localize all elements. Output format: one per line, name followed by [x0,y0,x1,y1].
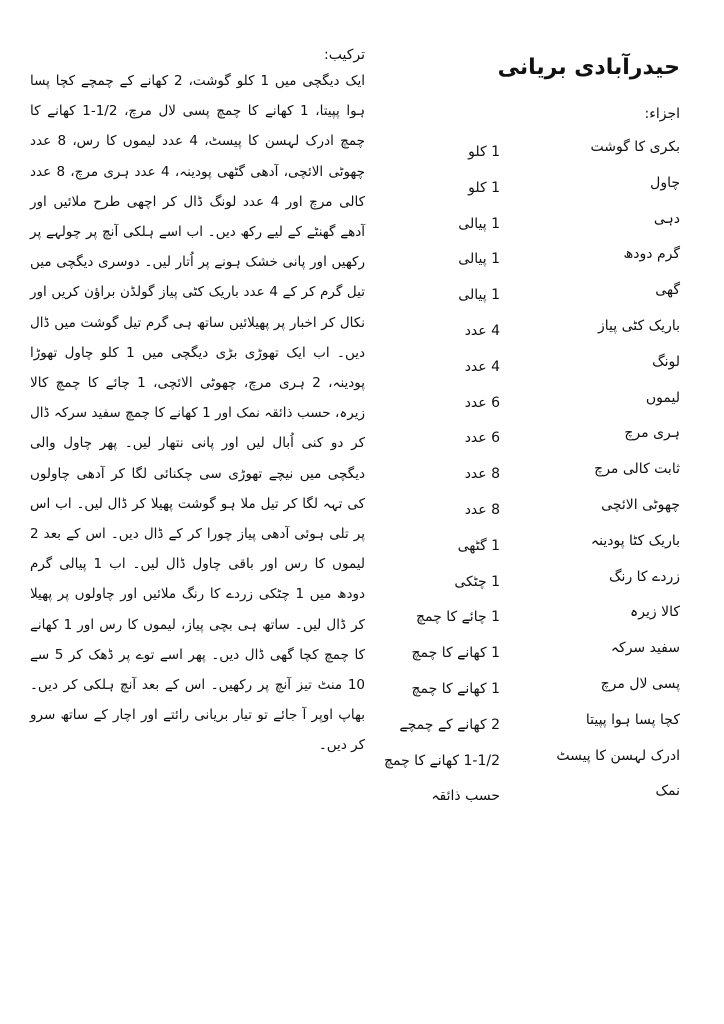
ingredient-qty: حسب ذائقہ [431,788,500,805]
ingredient-qty-row [388,565,518,601]
ingredient-qty: 4 عدد [464,322,500,339]
ingredient-qty: 1 گٹھی [457,537,500,554]
ingredient-qty: 1 پیالی [458,251,500,268]
ingredient-qty-row [388,600,518,636]
ingredient-qty-row [388,493,518,529]
ingredient-name: باریک کٹی پیاز [598,317,680,334]
ingredient-qty-row [388,386,518,422]
ingredient-name: چاول [650,174,680,191]
ingredient-qty-row [383,744,518,780]
ingredient-qty: 8 عدد [464,466,500,483]
ingredient-name: سفید سرکہ [610,640,680,657]
ingredient-qty: 1 کلو [468,179,500,196]
ingredient-qty-row [388,779,518,815]
ingredient-qty-row [388,636,518,672]
ingredient-qty: 4 عدد [464,358,500,375]
ingredient-qty: 8 عدد [464,501,500,518]
ingredient-qty: 6 عدد [464,394,500,411]
ingredient-name: ادرک لہسن کا پیسٹ [556,747,680,764]
ingredient-qty: 1 پیالی [458,215,500,232]
ingredient-name: زردے کا رنگ [609,568,680,585]
ingredient-qty-row [388,421,518,457]
ingredient-qty-row [388,242,518,278]
ingredient-qty-row [388,171,518,207]
ingredient-qty: 1 چٹکی [454,573,500,590]
ingredient-qty: 1 چائے کا چمچ [415,609,500,626]
ingredient-name: بکری کا گوشت [590,139,680,155]
ingredient-name: کچا پسا ہوا پپیتا [585,711,680,728]
quantities-column [383,135,518,815]
ingredient-name: ثابت کالی مرچ [594,461,680,478]
ingredient-qty-row [388,672,518,708]
ingredient-qty-row [388,314,518,350]
ingredient-qty-row [388,457,518,493]
ingredient-name: پسی لال مرچ [600,675,680,692]
ingredients-heading: اجزاء: [644,106,680,122]
ingredient-qty: 6 عدد [464,430,500,447]
ingredient-qty: 1 کھانے کا چمچ [411,680,500,697]
ingredient-name: لونگ [652,353,680,370]
ingredient-name: باریک کٹا پودینہ [590,532,680,549]
ingredient-name: ہری مرچ [624,425,680,442]
ingredient-qty: 1 پیالی [458,287,500,304]
ingredient-qty: 1-1/2 کھانے کا چمچ [383,752,500,769]
ingredient-qty: 1 کلو [468,144,500,160]
ingredient-name: کالا زیرہ [630,604,680,621]
method-column [30,44,365,761]
ingredient-qty: 2 کھانے کے چمچے [399,716,500,733]
ingredient-qty-row [388,278,518,314]
method-text: ایک دیگچی میں 1 کلو گوشت، 2 کھانے کے چمچے کچا پسا ہوا پپیتا، 1 کھانے کا چمچ پسی لال مرچ، 1/2-1 کھانے کا چمچ ادرک لہسن کا پیسٹ، 4 عدد لیموں کا رس، 8 عدد چھوٹی الائچی، آدھی گٹھی پودینہ، 4 عدد ہری مرچ، 8 عدد کالی مرچ اور 4 عدد لونگ ڈال کر اچھی طرح ملائیں اور آدھے گھنٹے کے لیے رکھ دیں۔ اب اسے ہلکی آنچ پر چولہے پر رکھیں اور پانی خشک ہونے پر اُتار لیں۔ دوسری دیگچی میں تیل گرم کر کے 4 عدد باریک کٹی پیاز گولڈن براؤن کریں اور نکال کر اخبار پر پھیلائیں ساتھ ہی گرم تیل گوشت میں ڈال دیں۔ اب ایک تھوڑی بڑی دیگچی میں 1 کلو چاول تھوڑا پودینہ، 2 ہری مرچ، چھوٹی الائچی، 1 چائے کا چمچ کالا زیرہ، حسب ذائقہ نمک اور 1 کھانے کا چمچ سفید سرکہ ڈال کر دو کنی اُبال لیں اور پانی نتھار لیں۔ پھر چاول والی دیگچی میں نیچے تھوڑی سی چکنائی لگا کر آدھی چاولوں کی تہہ لگا کر تیل ملا ہو گوشت پھیلا کر ڈال لیں۔ اب اس پر تلی ہوئی آدھی پیاز چورا کر کے ڈال دیں۔ اس کے بعد 2 لیموں کا رس اور باقی چاول ڈال لیں۔ اب 1 پیالی گرم دودھ میں 1 چٹکی زردے کا رنگ ملائیں اور چاولوں پر پھیلا کر ڈال لیں۔ ساتھ ہی بچی پیاز، لیموں کا رس اور 1 کھانے کا چمچ کچا گھی ڈال دیں۔ پھر اسے توے پر ڈھک کر 5 سے 10 منٹ تیز آنچ پر رکھیں۔ اس کے بعد آنچ ہلکی کر دیں۔ بھاپ اوپر آ جائے تو تیار بریانی رائتے اور اچار کے ساتھ سرو کر دیں۔ [30,73,366,754]
ingredient-qty: 1 کھانے کا چمچ [411,645,500,662]
method-heading: ترکیب: [324,47,365,63]
ingredient-qty-row [388,207,518,243]
ingredient-name: نمک [655,783,680,800]
ingredient-name: چھوٹی الائچی [601,496,680,513]
ingredient-name: گرم دودھ [623,246,680,263]
ingredient-name: دہی [653,210,680,227]
recipe-title: حیدرآبادی بریانی [497,55,680,80]
ingredient-qty-row [388,529,518,565]
ingredient-name: لیموں [645,389,680,406]
ingredient-qty-row [388,350,518,386]
ingredient-name: گھی [655,282,680,299]
ingredient-qty-row [388,135,518,171]
ingredient-qty-row [388,708,518,744]
